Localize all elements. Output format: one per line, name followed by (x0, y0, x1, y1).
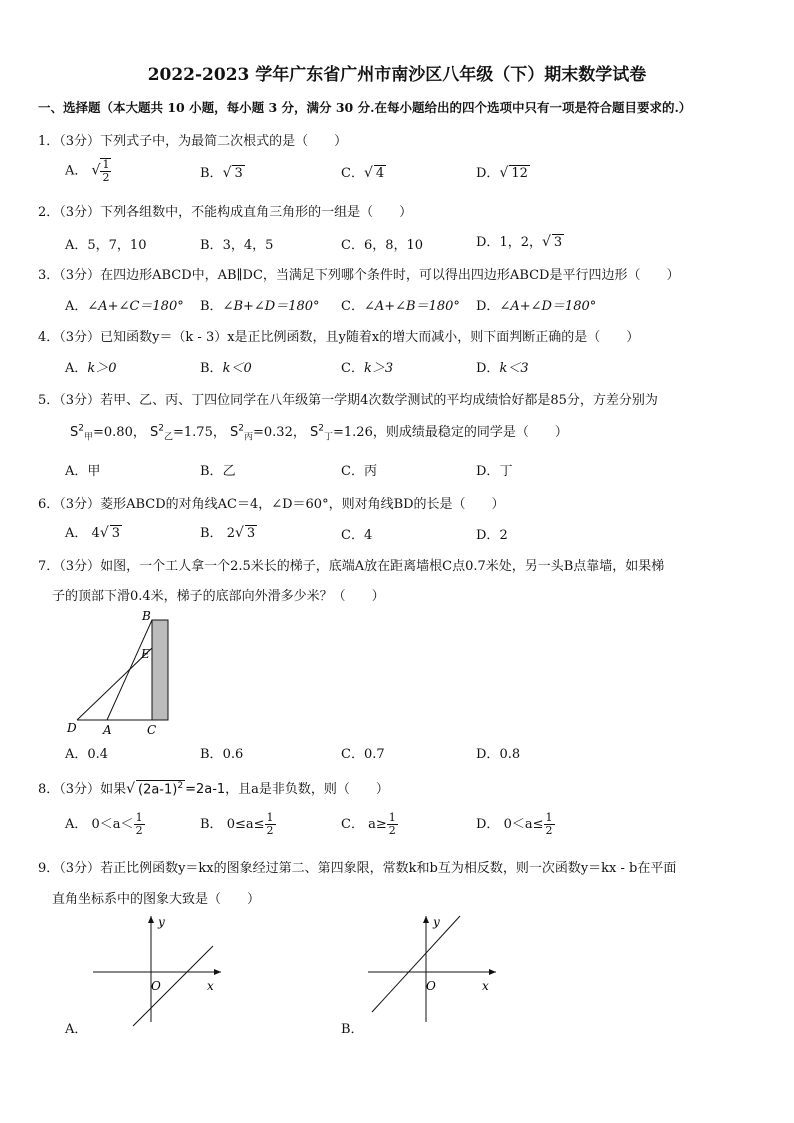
label-b: B (142, 609, 151, 623)
x-label: x (482, 979, 489, 993)
line-graph-b (372, 916, 460, 1012)
question-7: 7．（3分）如图，一个工人拿一个2.5米长的梯子，底端A放在距离墙根C点0.7米处，另一头B点靠墙，如果梯 (38, 559, 665, 574)
q7-option-b[interactable]: B．0.6 (200, 747, 244, 762)
q2-option-d[interactable]: D．1，2，√ 3 (476, 234, 563, 250)
q7-option-a[interactable]: A．0.4 (65, 747, 109, 762)
q8-option-d[interactable]: D． 0＜a≤ $\frac{1}{2}$ (476, 811, 553, 837)
q6-option-d[interactable]: D．2 (476, 528, 508, 543)
y-arrow (423, 916, 429, 923)
q1-option-d[interactable]: D．√ 12 (476, 165, 528, 181)
x-label: x (207, 979, 214, 993)
q3-option-d[interactable]: D．∠A+∠D＝180° (476, 299, 597, 314)
label-a: A (103, 723, 112, 737)
q2-option-b[interactable]: B．3，4，5 (200, 238, 274, 253)
page-title: 2022-2023 学年广东省广州市南沙区八年级（下）期末数学试卷 (147, 65, 647, 85)
q8-option-c[interactable]: C． a≥ $\frac{1}{2}$ (341, 811, 396, 837)
q6-option-a[interactable]: A． 4√ 3 (65, 525, 121, 541)
q6-option-b[interactable]: B． 2√ 3 (200, 525, 256, 541)
origin-label: O (151, 979, 161, 993)
q5-option-a[interactable]: A．甲 (65, 464, 101, 479)
question-8: 8．（3分）如果√ $(2a-1)^2 =2a-1$，且a是非负数，则（ ） (38, 780, 389, 797)
q3-option-c[interactable]: C．∠A+∠B＝180° (341, 299, 460, 314)
question-9-line2: 直角坐标系中的图象大致是（ ） (52, 892, 261, 907)
line-graph-a (133, 946, 213, 1026)
q2-option-c[interactable]: C．6，8，10 (341, 238, 424, 253)
q5-option-c[interactable]: C．丙 (341, 464, 377, 479)
q4-option-b[interactable]: B．k＜0 (200, 361, 252, 376)
q1-option-a[interactable]: A． √ $\frac{1}{2}$ (65, 158, 110, 184)
question-4: 4．（3分）已知函数y＝（k - 3）x是正比例函数，且y随着x的增大而减小，则下面判断正确的是（ ） (38, 330, 640, 345)
question-2: 2．（3分）下列各组数中，不能构成直角三角形的一组是（ ） (38, 205, 413, 220)
origin-label: O (426, 979, 436, 993)
label-e: E (141, 647, 150, 661)
q3-option-b[interactable]: B．∠B+∠D＝180° (200, 299, 320, 314)
q4-option-c[interactable]: C．k＞3 (341, 361, 394, 376)
q5-option-b[interactable]: B．乙 (200, 464, 236, 479)
x-arrow (214, 969, 221, 975)
question-9: 9．（3分）若正比例函数y＝kx的图象经过第二、第四象限，常数k和b互为相反数，则一次函数y＝kx - b在平面 (38, 861, 677, 876)
question-7-line2: 子的顶部下滑0.4米，梯子的底部向外滑多少米？（ ） (52, 589, 385, 604)
q4-option-d[interactable]: D．k＜3 (476, 361, 529, 376)
graph-b[interactable] (360, 910, 500, 1030)
y-label: y (433, 915, 440, 929)
q7-option-c[interactable]: C．0.7 (341, 747, 385, 762)
question-6: 6．（3分）菱形ABCD的对角线AC＝4，∠D＝60°，则对角线BD的长是（ ） (38, 497, 505, 512)
graph-a[interactable] (85, 910, 225, 1030)
wall-rect (152, 620, 168, 720)
y-arrow (148, 916, 154, 923)
q6-option-c[interactable]: C．4 (341, 528, 373, 543)
label-d: D (67, 721, 77, 735)
q8-option-a[interactable]: A． 0＜a＜ $\frac{1}{2}$ (65, 811, 143, 837)
ladder-figure (62, 608, 182, 740)
question-3: 3．（3分）在四边形ABCD中，AB∥DC，当满足下列哪个条件时，可以得出四边形ABCD是平行四边形（ ） (38, 268, 680, 283)
label-c: C (147, 723, 157, 737)
q5-option-d[interactable]: D．丁 (476, 464, 513, 479)
x-arrow (489, 969, 496, 975)
q7-option-d[interactable]: D．0.8 (476, 747, 521, 762)
q8-option-b[interactable]: B． 0≤a≤ $\frac{1}{2}$ (200, 811, 274, 837)
q9-option-b[interactable]: B． (341, 1022, 364, 1037)
q3-option-a[interactable]: A．∠A+∠C＝180° (65, 299, 184, 314)
y-label: y (158, 915, 165, 929)
q2-option-a[interactable]: A．5，7，10 (65, 238, 147, 253)
q9-option-a[interactable]: A． (65, 1022, 88, 1037)
q1-option-c[interactable]: C．√ 4 (341, 165, 385, 181)
q4-option-a[interactable]: A．k＞0 (65, 361, 117, 376)
q1-option-b[interactable]: B．√ 3 (200, 165, 243, 181)
q5-variances: $S^2_甲=0.80$， $S^2_乙=1.75$， $S^2_丙=0.32$， $S^2_丁=1.26$，则成绩最稳定的同学是（ ） (70, 423, 568, 443)
question-5: 5．（3分）若甲、乙、丙、丁四位同学在八年级第一学期4次数学测试的平均成绩恰好都是85分，方差分别为 (38, 393, 658, 408)
question-1: 1．（3分）下列式子中，为最简二次根式的是（ ） (38, 134, 348, 149)
section-header: 一、选择题（本大题共 10 小题，每小题 3 分，满分 30 分.在每小题给出的四个选项中只有一项是符合题目要求的.） (38, 100, 692, 115)
